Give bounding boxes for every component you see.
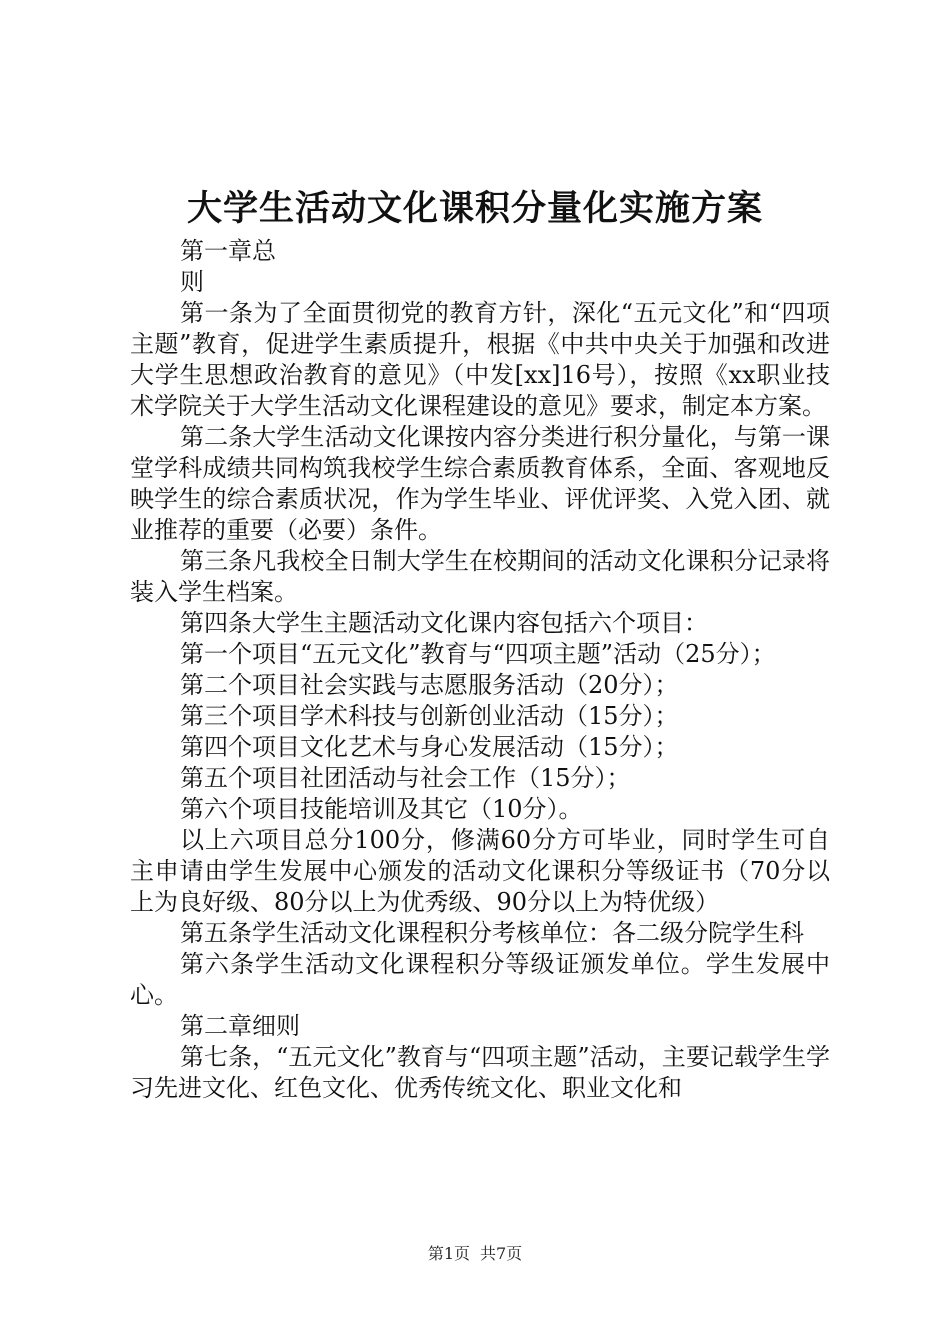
article-5: 第五条学生活动文化课程积分考核单位：各二级分院学生科 <box>180 919 804 947</box>
chapter-heading: 第一章总 <box>180 237 276 265</box>
item-4: 第四个项目文化艺术与身心发展活动（15分）； <box>180 733 679 761</box>
item-5: 第五个项目社团活动与社会工作（15分）； <box>180 764 631 792</box>
item-1: 第一个项目“五元文化”教育与“四项主题”活动（25分）； <box>180 640 776 668</box>
article-3: 第三条凡我校全日制大学生在校期间的活动文化课积分记录将装入学生档案。 <box>130 547 830 606</box>
page-total: 共7页 <box>480 1244 523 1263</box>
article-1: 第一条为了全面贯彻党的教育方针，深化“五元文化”和“四项主题”教育，促进学生素质提升，根据《中共中央关于加强和改进大学生思想政治教育的意见》（中发[xx]16号），按照《xx职业技术学院关于大学生活动文化课程建设的意见》要求，制定本方案。 <box>130 299 830 420</box>
chapter-heading-continued: 则 <box>180 268 204 296</box>
article-2: 第二条大学生活动文化课按内容分类进行积分量化，与第一课堂学科成绩共同构筑我校学生综合素质教育体系，全面、客观地反映学生的综合素质状况，作为学生毕业、评优评奖、入党入团、就业推荐的重要（必要）条件。 <box>130 423 830 544</box>
item-6: 第六个项目技能培训及其它（10分）。 <box>180 795 583 823</box>
chapter-2-heading: 第二章细则 <box>180 1012 300 1040</box>
document-title: 大学生活动文化课积分量化实施方案 <box>186 188 763 229</box>
article-7: 第七条，“五元文化”教育与“四项主题”活动，主要记载学生学习先进文化、红色文化、优秀传统文化、职业文化和 <box>130 1043 830 1102</box>
page-footer <box>0 1243 950 1265</box>
item-3: 第三个项目学术科技与创新创业活动（15分）； <box>180 702 679 730</box>
document-body <box>130 236 830 1104</box>
page-number: 第1页 <box>427 1244 470 1263</box>
article-6: 第六条学生活动文化课程积分等级证颁发单位。学生发展中心。 <box>130 950 830 1009</box>
item-2: 第二个项目社会实践与志愿服务活动（20分）； <box>180 671 679 699</box>
article-4: 第四条大学生主题活动文化课内容包括六个项目： <box>180 609 708 637</box>
score-summary: 以上六项目总分100分，修满60分方可毕业，同时学生可自主申请由学生发展中心颁发的活动文化课积分等级证书（70分以上为良好级、80分以上为优秀级、90分以上为特优级） <box>130 826 830 916</box>
